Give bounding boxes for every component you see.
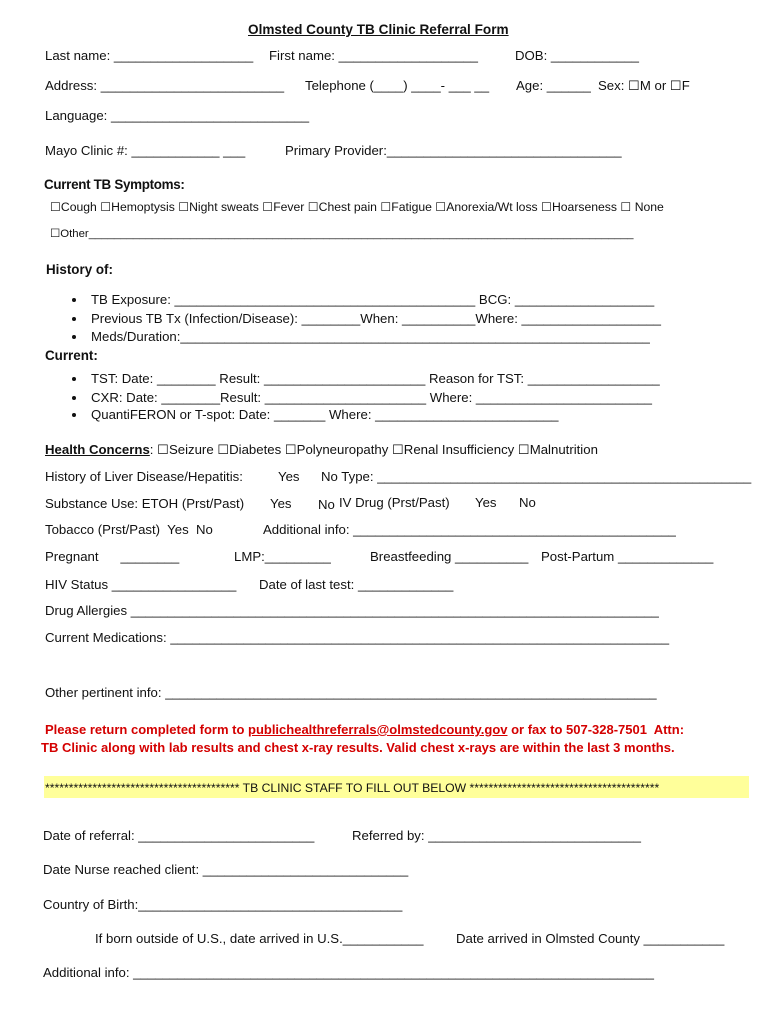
country-of-birth-field[interactable]: Country of Birth:____________________________________ — [43, 897, 403, 912]
tst-field[interactable]: TST: Date: ________ Result: ______________________ Reason for TST: __________________ — [91, 371, 660, 386]
bullet-icon — [72, 377, 76, 381]
nurse-reached-date-field[interactable]: Date Nurse reached client: ____________________________ — [43, 862, 409, 877]
staff-banner: ***************************************** TB CLINIC STAFF TO FILL OUT BELOW **************************************** — [45, 781, 660, 795]
iv-yes-option[interactable]: Yes — [475, 495, 497, 510]
first-name-field[interactable]: First name: ___________________ — [269, 48, 478, 63]
health-concerns-label: Health Concerns — [45, 442, 150, 457]
quantiferon-field[interactable]: QuantiFERON or T-spot: Date: _______ Where: _________________________ — [91, 407, 559, 422]
post-partum-field[interactable]: Post-Partum _____________ — [541, 549, 714, 564]
bullet-icon — [72, 317, 76, 321]
previous-tb-treatment-field[interactable]: Previous TB Tx (Infection/Disease): ________When: __________Where: ___________________ — [91, 311, 661, 326]
arrived-us-date-field[interactable]: If born outside of U.S., date arrived in U.S.___________ — [95, 931, 424, 946]
telephone-field[interactable]: Telephone (____) ____- ___ __ — [305, 78, 490, 93]
primary-provider-field[interactable]: Primary Provider:________________________________ — [285, 143, 622, 158]
pregnant-field[interactable]: Pregnant ________ — [45, 549, 180, 564]
bullet-icon — [72, 298, 76, 302]
liver-disease-label: History of Liver Disease/Hepatitis: — [45, 469, 243, 484]
address-field[interactable]: Address: _________________________ — [45, 78, 285, 93]
symptoms-other-field[interactable]: ☐Other______________________________________________________________________________________ — [50, 228, 634, 240]
health-concerns-checkboxes[interactable]: : ☐Seizure ☐Diabetes ☐Polyneuropathy ☐Renal Insufficiency ☐Malnutrition — [149, 442, 598, 457]
iv-no-option[interactable]: No — [519, 495, 536, 510]
symptoms-heading: Current TB Symptoms: — [44, 177, 185, 192]
tobacco-field[interactable]: Tobacco (Prst/Past) Yes No — [45, 522, 213, 537]
etoh-yes-option[interactable]: Yes — [270, 496, 292, 511]
last-test-date-field[interactable]: Date of last test: _____________ — [259, 577, 454, 592]
bullet-icon — [72, 413, 76, 417]
etoh-no-option[interactable]: No — [318, 497, 335, 512]
symptoms-checkboxes[interactable]: ☐Cough ☐Hemoptysis ☐Night sweats ☐Fever ☐Chest pain ☐Fatigue ☐Anorexia/Wt loss ☐Hoarseness ☐ None — [50, 200, 664, 214]
liver-yes-option[interactable]: Yes — [278, 469, 300, 484]
staff-additional-info-field[interactable]: Additional info: _______________________________________________________________________ — [43, 965, 654, 980]
form-title: Olmsted County TB Clinic Referral Form — [248, 22, 509, 37]
tb-exposure-field[interactable]: TB Exposure: _________________________________________ BCG: ___________________ — [91, 292, 655, 307]
language-field[interactable]: Language: ___________________________ — [45, 108, 310, 123]
cxr-field[interactable]: CXR: Date: ________Result: ______________________ Where: ________________________ — [91, 390, 652, 405]
bullet-icon — [72, 335, 76, 339]
arrived-olmsted-date-field[interactable]: Date arrived in Olmsted County ___________ — [456, 931, 725, 946]
sex-field[interactable]: Sex: ☐M or ☐F — [598, 78, 690, 93]
other-pertinent-info-field[interactable]: Other pertinent info: ___________________________________________________________________ — [45, 685, 657, 700]
current-heading: Current: — [45, 348, 98, 363]
return-instructions-line2: TB Clinic along with lab results and chest x-ray results. Valid chest x-rays are within the last 3 months. — [41, 740, 675, 755]
referral-email-link[interactable]: publichealthreferrals@olmstedcounty.gov — [248, 722, 508, 737]
substance-use-label: Substance Use: ETOH (Prst/Past) — [45, 496, 245, 511]
age-field[interactable]: Age: ______ — [516, 78, 591, 93]
referral-date-field[interactable]: Date of referral: ________________________ — [43, 828, 315, 843]
breastfeeding-field[interactable]: Breastfeeding __________ — [370, 549, 529, 564]
return-instructions-line1 — [45, 722, 684, 738]
bullet-icon — [72, 396, 76, 400]
return-text: Please return completed form to — [45, 722, 248, 737]
health-concerns-row — [45, 442, 598, 458]
current-medications-field[interactable]: Current Medications: ____________________________________________________________________ — [45, 630, 670, 645]
meds-duration-field[interactable]: Meds/Duration:________________________________________________________________ — [91, 329, 650, 344]
drug-allergies-field[interactable]: Drug Allergies ________________________________________________________________________ — [45, 603, 659, 618]
liver-no-type-field[interactable]: No Type: ___________________________________________________ — [321, 469, 752, 484]
referred-by-field[interactable]: Referred by: _____________________________ — [352, 828, 641, 843]
history-heading: History of: — [46, 262, 113, 277]
hiv-status-field[interactable]: HIV Status _________________ — [45, 577, 237, 592]
fax-text: or fax to 507-328-7501 Attn: — [507, 722, 685, 737]
lmp-field[interactable]: LMP:_________ — [234, 549, 331, 564]
dob-field[interactable]: DOB: ____________ — [515, 48, 639, 63]
additional-info-field[interactable]: Additional info: ____________________________________________ — [263, 522, 676, 537]
mayo-clinic-number-field[interactable]: Mayo Clinic #: ____________ ___ — [45, 143, 246, 158]
last-name-field[interactable]: Last name: ___________________ — [45, 48, 254, 63]
iv-drug-label: IV Drug (Prst/Past) — [339, 495, 450, 510]
